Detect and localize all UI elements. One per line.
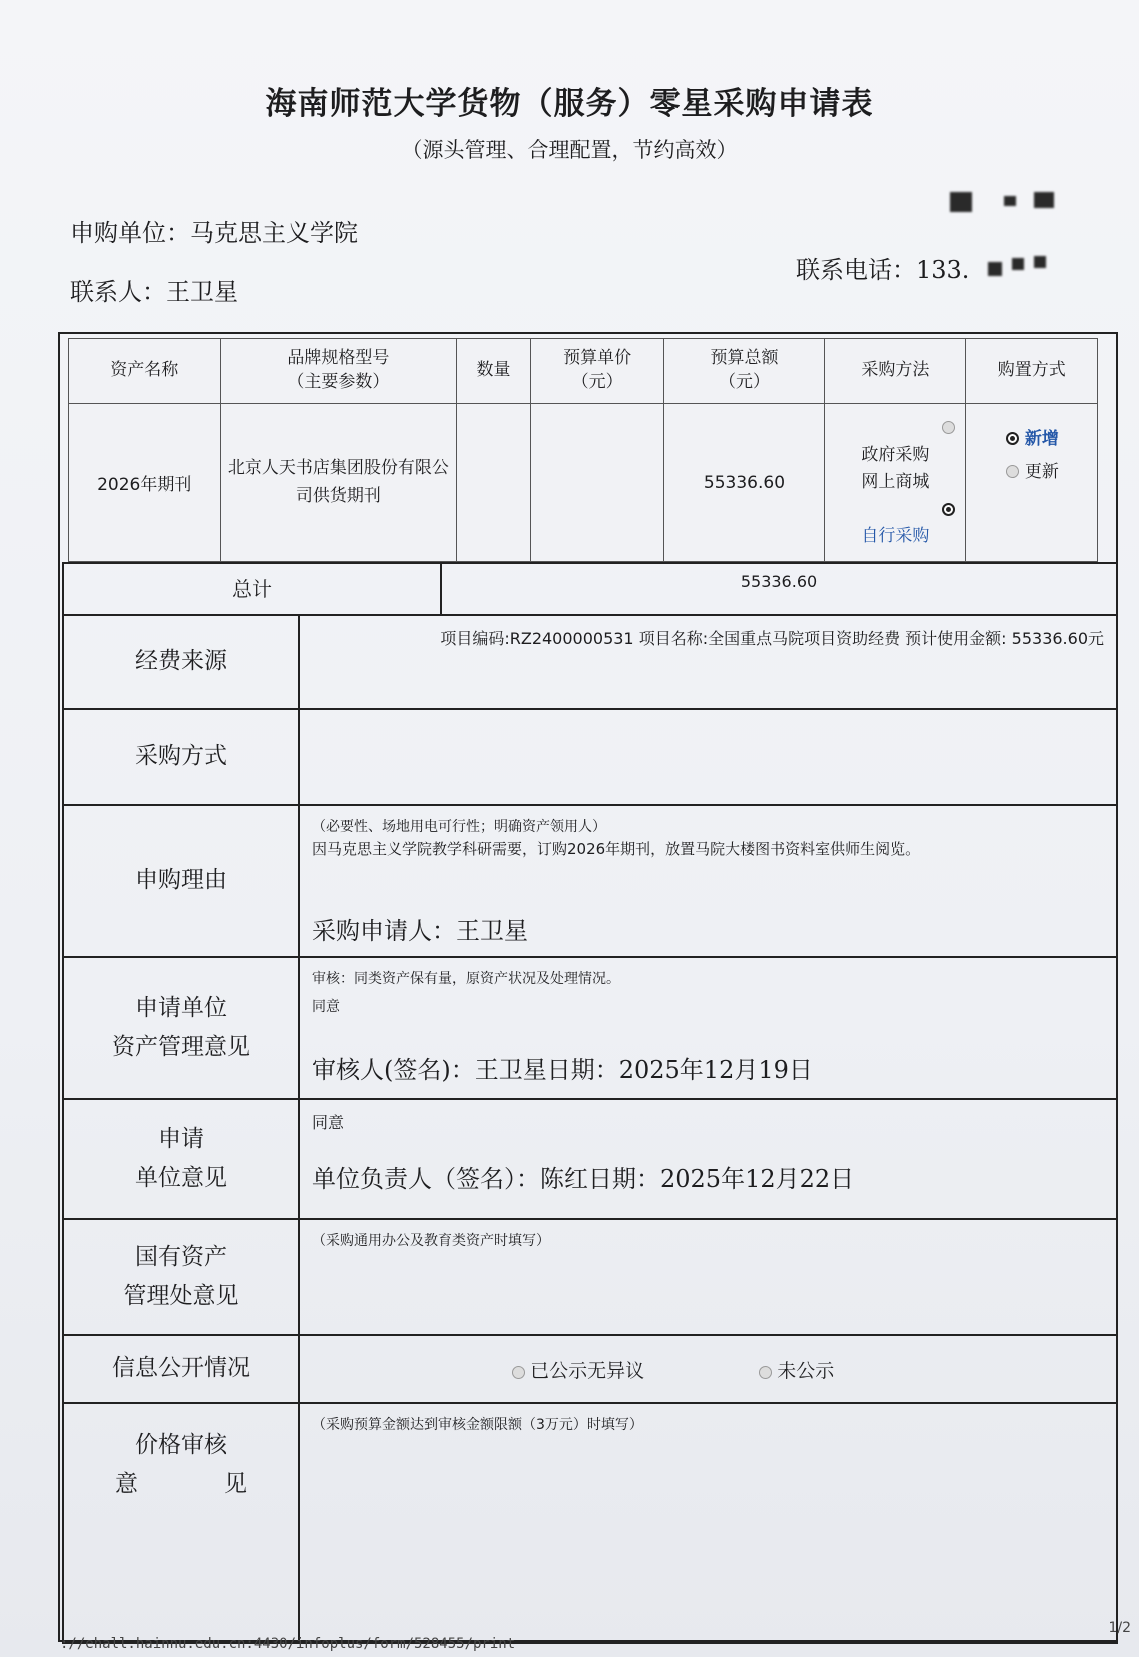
phone-value: 133.	[916, 256, 970, 284]
procure-method-cell	[825, 404, 966, 562]
info-label: 信息公开情况	[63, 1335, 299, 1403]
radio-new[interactable]	[1006, 432, 1019, 445]
state-asset-row	[63, 1219, 1117, 1335]
method-value	[299, 709, 1117, 805]
asset-mgmt-label: 申请单位 资产管理意见	[63, 957, 299, 1099]
asset-mgmt-hint: 审核：同类资产保有量，原资产状况及处理情况。	[312, 971, 620, 987]
reason-row	[63, 805, 1117, 957]
buy-option-replace: 更新	[1024, 461, 1059, 482]
state-asset-label: 国有资产 管理处意见	[63, 1219, 299, 1335]
radio-published[interactable]	[512, 1366, 525, 1379]
total-row	[63, 563, 1117, 615]
asset-mgmt-opinion: 同意	[312, 999, 340, 1015]
items-header-row	[69, 339, 1098, 404]
reason-applicant: 采购申请人：王卫星	[312, 917, 528, 945]
price-review-label: 价格审核 意 见	[63, 1403, 299, 1643]
print-url: ://ehall.hainnu.edu.cn:4430/infoplus/form/528455/print	[60, 1636, 516, 1652]
department-line	[70, 213, 358, 248]
page-number: 1/2	[1108, 1620, 1131, 1636]
contact-line	[70, 272, 238, 307]
fund-label: 经费来源	[63, 615, 299, 709]
total-value: 55336.60	[441, 563, 1117, 615]
method-label: 采购方式	[63, 709, 299, 805]
redaction-mark	[950, 192, 972, 212]
info-cell	[299, 1335, 1117, 1403]
radio-self-procure[interactable]	[942, 503, 955, 516]
reason-hint: （必要性、场地用电可行性；明确资产领用人）	[312, 819, 606, 835]
brand-cell: 北京人天书店集团股份有限公司供货期刊	[220, 404, 457, 562]
unit-opinion-label: 申请 单位意见	[63, 1099, 299, 1219]
unit-opinion-cell	[299, 1099, 1117, 1219]
col-brand-spec: 品牌规格型号 （主要参数）	[220, 339, 457, 404]
info-option-published: 已公示无异议	[530, 1359, 645, 1382]
info-option-unpublished: 未公示	[777, 1359, 835, 1382]
unit-opinion-sign: 单位负责人（签名）：陈红日期：2025年12月22日	[312, 1165, 855, 1193]
method-option-gov: 政府采购	[861, 444, 930, 465]
contact-label: 联系人：	[70, 278, 166, 306]
price-review-row	[63, 1403, 1117, 1643]
asset-mgmt-cell	[299, 957, 1117, 1099]
state-asset-hint: （采购通用办公及教育类资产时填写）	[299, 1219, 1117, 1335]
col-procure-method: 采购方法	[825, 339, 966, 404]
info-row	[63, 1335, 1117, 1403]
total-label: 总计	[63, 563, 441, 615]
quantity-cell	[457, 404, 531, 562]
fund-row	[63, 615, 1117, 709]
reason-text: 因马克思主义学院教学科研需要，订购2026年期刊，放置马院大楼图书资料室供师生阅览。	[312, 840, 921, 858]
phone-line	[796, 250, 969, 285]
col-asset-name: 资产名称	[69, 339, 221, 404]
approval-form-table	[62, 562, 1118, 1644]
redaction-mark	[1034, 256, 1046, 268]
redaction-mark	[988, 262, 1002, 276]
col-quantity: 数量	[457, 339, 531, 404]
col-unit-price: 预算单价 （元）	[530, 339, 664, 404]
price-review-hint: （采购预算金额达到审核金额限额（3万元）时填写）	[299, 1403, 1117, 1643]
total-budget-cell: 55336.60	[664, 404, 825, 562]
asset-mgmt-row	[63, 957, 1117, 1099]
department-label: 申购单位：	[70, 219, 190, 247]
department-value: 马克思主义学院	[190, 219, 358, 247]
fund-value: 项目编码:RZ2400000531 项目名称:全国重点马院项目资助经费 预计使用金额: 55336.60元	[299, 615, 1117, 709]
method-option-self: 自行采购	[861, 526, 930, 547]
col-acquire-type: 购置方式	[966, 339, 1098, 404]
items-table	[68, 338, 1098, 562]
redaction-mark	[1034, 192, 1054, 208]
radio-replace[interactable]	[1006, 465, 1019, 478]
unit-opinion-row	[63, 1099, 1117, 1219]
method-row	[63, 709, 1117, 805]
col-total-budget: 预算总额 （元）	[664, 339, 825, 404]
method-option-mall: 网上商城	[861, 471, 930, 492]
acquire-type-cell	[966, 404, 1098, 562]
buy-option-new: 新增	[1024, 428, 1059, 449]
redaction-mark	[1012, 258, 1024, 270]
form-title: 海南师范大学货物（服务）零星采购申请表	[265, 86, 874, 122]
radio-unpublished[interactable]	[759, 1366, 772, 1379]
redaction-mark	[1004, 196, 1016, 206]
contact-value: 王卫星	[166, 278, 238, 306]
reason-label: 申购理由	[63, 805, 299, 957]
asset-name-cell: 2026年期刊	[69, 404, 221, 562]
unit-price-cell	[530, 404, 664, 562]
form-subtitle: （源头管理、合理配置，节约高效）	[401, 138, 738, 162]
phone-label: 联系电话：	[796, 256, 916, 284]
radio-gov-procure[interactable]	[942, 421, 955, 434]
asset-mgmt-sign: 审核人(签名)：王卫星日期：2025年12月19日	[312, 1056, 813, 1084]
unit-opinion-text: 同意	[312, 1113, 345, 1132]
table-row	[69, 404, 1098, 562]
reason-cell	[299, 805, 1117, 957]
